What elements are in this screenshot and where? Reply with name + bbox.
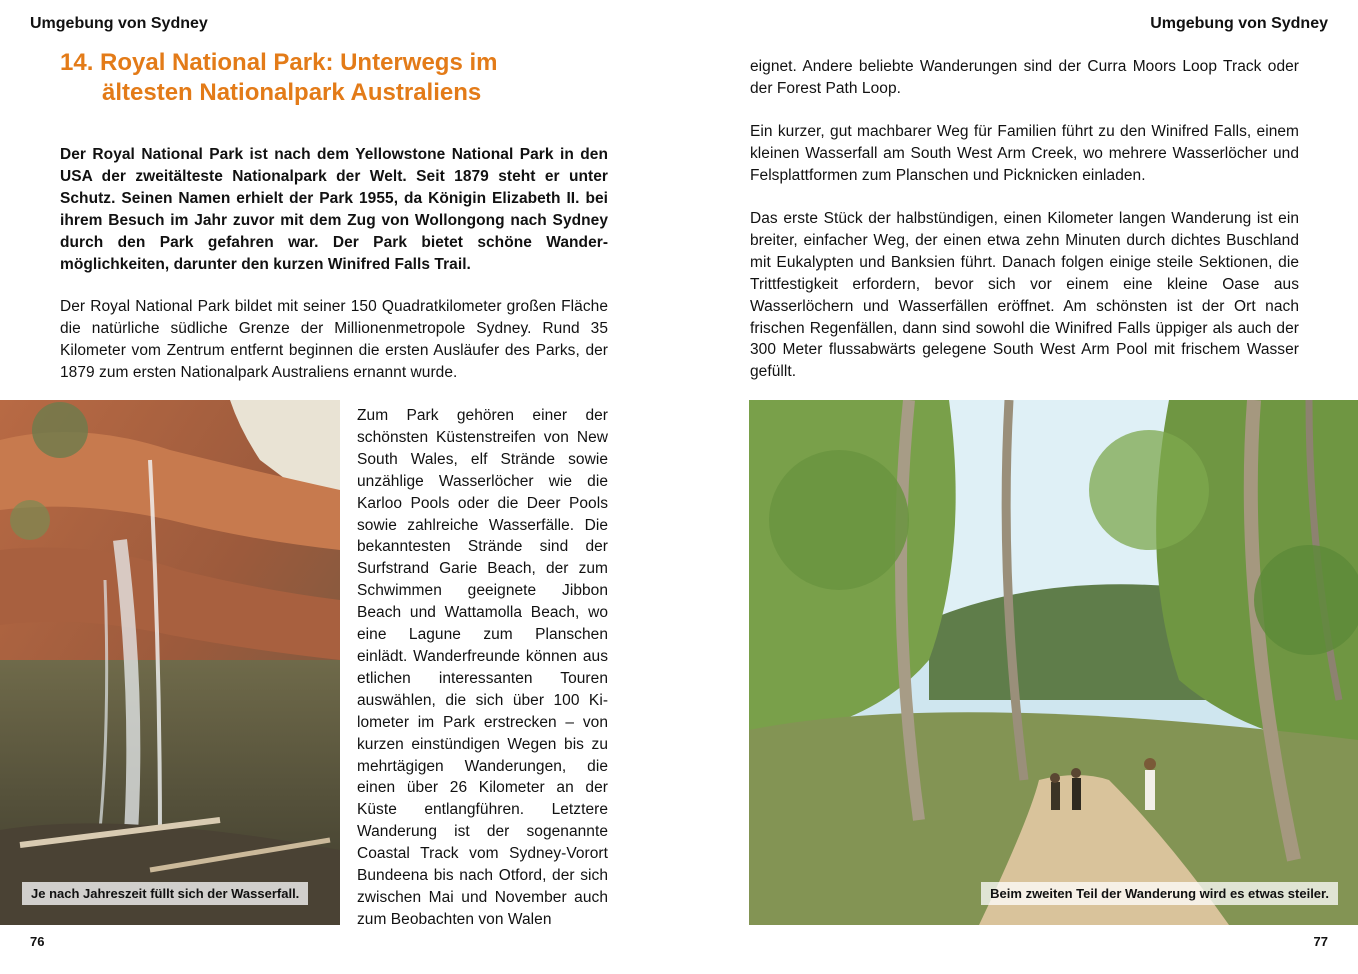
running-head: Umgebung von Sydney <box>30 15 208 32</box>
chapter-title <box>60 48 620 108</box>
trail-illustration <box>749 400 1358 925</box>
body-paragraph-1: eignet. Andere beliebte Wanderungen sind der Curra Moors Loop Track oder der Forest Path Loop. <box>750 58 1299 97</box>
photo-caption: Beim zweiten Teil der Wanderung wird es etwas steiler. <box>981 882 1338 905</box>
trail-photo <box>749 400 1358 925</box>
running-head: Umgebung von Sydney <box>1150 15 1328 32</box>
lead-paragraph: Der Royal National Park ist nach dem Yellowstone National Park in den USA der zweitälteste Nationalpark der Welt. Seit 1879 steht er unter Schutz. Seinen Namen erhielt der Park 1955, da Königin Elizabeth II. bei ihrem Besuch im Jahr zuvor mit dem Zug von Wollongong nach Sydney durch den Park gefahren war. Der Park bietet schöne Wandermöglichkeiten, darunter den kurzen Winifred Falls Trail. <box>60 146 608 273</box>
waterfall-illustration <box>0 400 340 925</box>
page-number: 77 <box>1313 934 1328 949</box>
body-paragraph-3: Das erste Stück der halbstündigen, einen Kilometer langen Wanderung ist ein breiter, einfacher Weg, der einen etwa zehn Minuten durch dichtes Buschland mit Eukalypten und Banksien führt. Danach folgen einige steile Sektionen, die Trittfestigkeit erfordern, bevor sich vor einem eine kleine Oase aus Wasserlöchern und Wasserfällen eröffnet. Am schönsten ist der Ort nach frischen Regenfällen, dann sind sowohl die Winifred Falls üppiger als auch der 300 Meter flussabwärts gelegene South West Arm Pool mit frischem Wasser gefüllt. <box>750 210 1299 381</box>
photo-caption: Je nach Jahreszeit füllt sich der Wasserfall. <box>22 882 308 905</box>
chapter-title-line-1: 14. Royal National Park: Unterwegs im <box>60 49 498 76</box>
page-number: 76 <box>30 934 45 949</box>
waterfall-photo <box>0 400 340 925</box>
chapter-title-line-2: ältesten Nationalpark Australiens <box>102 79 482 106</box>
body-paragraph-1: Der Royal National Park bildet mit seiner 150 Quadratkilometer großen Fläche die natürliche südliche Grenze der Millionenmetropole Sydney. Rund 35 Kilometer vom Zentrum entfernt beginnen die ersten Ausläufer des Parks, der 1879 zum ersten Nationalpark Australiens ernannt wurde. <box>60 298 608 381</box>
body-paragraph-2: Zum Park gehören einer der schönsten Küstenstreifen von New South Wales, elf Strände sowie unzählige Wasserlöcher wie die Karloo Pools oder die Deer Pools sowie zahlreiche Wasserfälle. Die bekanntesten Strände sind der Surfstrand Garie Beach, der zum Schwimmen geeignete Jibbon Beach und Wattamolla Beach, wo eine Lagune zum Planschen einlädt. Wanderfreunde können aus etlichen interessanten Touren auswählen, die sich über 100 Kilometer im Park erstrecken – von kurzen einstündigen Wegen bis zu mehrtägigen Wanderungen, die einen über 26 Kilometer an der Küste entlangführen. Letztere Wanderung ist der sogenannte Coastal Track vom Sydney-Vorort Bundeena bis nach Otford, der sich zwischen Mai und November auch zum Beobachten von Walen <box>357 407 608 928</box>
body-paragraph-2: Ein kurzer, gut machbarer Weg für Familien führt zu den Winifred Falls, einem kleinen Wasserfall am South West Arm Creek, wo mehrere Wasserlöcher und Felsplattformen zum Planschen und Picknicken einladen. <box>750 123 1299 184</box>
